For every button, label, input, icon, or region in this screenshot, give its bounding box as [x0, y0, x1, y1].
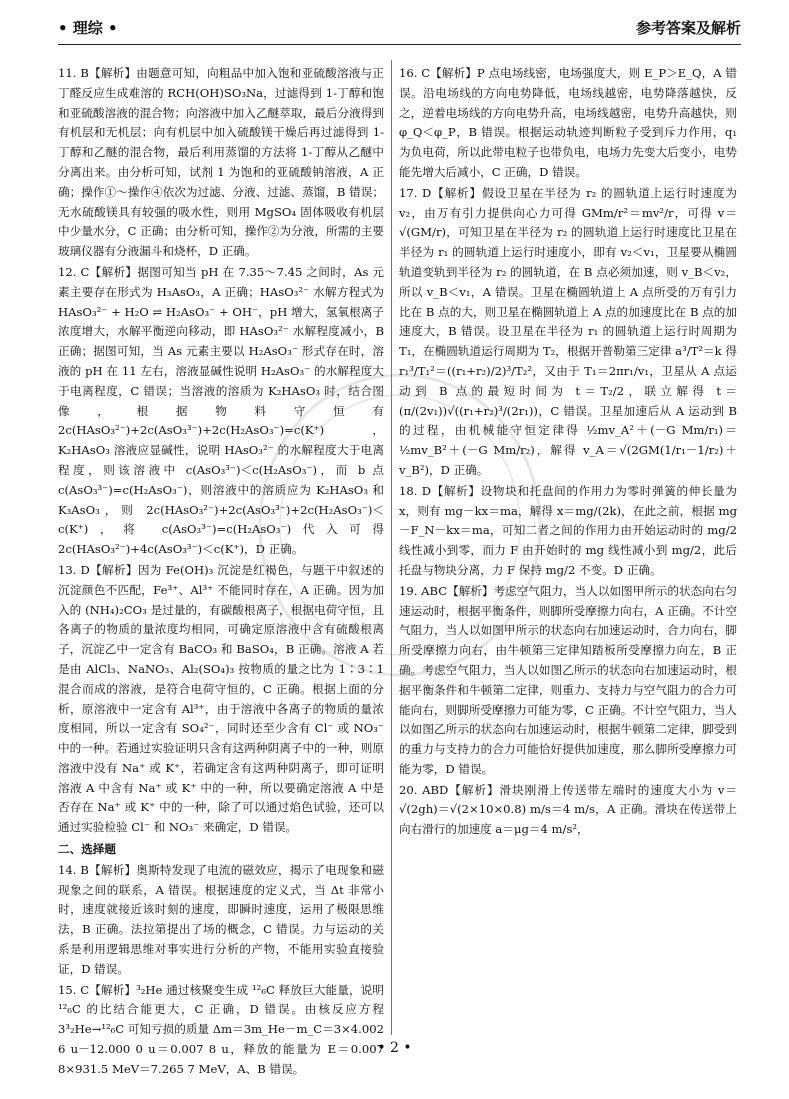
subject-label: • 理综 •: [58, 18, 118, 37]
answer-item: 18. D【解析】设物块和托盘间的作用力为零时弹簧的伸长量为 x，则有 mg－kx＝ma，解得 x＝mg/(2k)，在此之前，根据 mg－F_N－kx＝ma，可知二者之间的作用力由开始运动时的 mg/2 线性减小到零，而力 F 由开始时的 mg 线性减小到 mg/2，此后托盘与物块分离，力 F 保持 mg/2 不变。D 正确。: [399, 483, 737, 577]
answer-item: 15. C【解析】³₂He 通过核聚变生成 ¹²₆C 释放巨大能量，说明 ¹²₆C 的比结合能更大，C 正确，D 错误。由核反应方程 3³₂He→¹²₆C 可知亏损的质量 Δm＝3m_He－m_C＝3×4.002 6 u－12.000 0 u＝0.007 8 u，释放的能量为 E＝0.007 8×931.5 MeV＝7.265 7 MeV，A、B 错误。: [58, 982, 384, 1076]
answer-item: 17. D【解析】假设卫星在半径为 r₂ 的圆轨道上运行时速度为 v₂，由万有引力提供向心力可得 GMm/r²＝mv²/r，可得 v＝√(GM/r)，可知卫星在半径为 r₂ 的圆轨道上运行时速度比卫星在半径为 r₁ 的圆轨道上运行时速度小，即有 v₂＜v₁，卫星要从椭圆轨道变轨到半径为 r₂ 的圆轨道，在 B 点必须加速，则 v_B＜v₂，所以 v_B＜v₁，A 错误。卫星在椭圆轨道上 A 点所受的万有引力比在 B 点的大，则卫星在椭圆轨道上 A 点的加速度比在 B 点的加速度大，B 错误。设卫星在半径为 r₁ 的圆轨道上运行时周期为 T₁，在椭圆轨道运行周期为 T₂，根据开普勒第三定律 a³/T²＝k 得 r₁³/T₁²＝((r₁+r₂)/2)³/T₂²，又由于 T₁＝2πr₁/v₁，卫星从 A 点运动到 B 点的最短时间为 t＝T₂/2，联立解得 t＝(π/(2v₁))√((r₁+r₂)³/(2r₁))，C 错误。卫星加速后从 A 运动到 B 的过程，由机械能守恒定律得 ½mv_A²＋(－G Mm/r₁)＝½mv_B²＋(－G Mm/r₂)，解得 v_A＝√(2GM(1/r₁－1/r₂)＋v_B²)，D 正确。: [399, 185, 737, 477]
header-rule: [58, 44, 741, 45]
answer-item: 13. D【解析】因为 Fe(OH)₃ 沉淀是红褐色，与题干中叙述的沉淀颜色不匹配，Fe³⁺、Al³⁺ 不能同时存在，A 正确。因为加入的 (NH₄)₂CO₃ 是过量的，有碳酸根离子，根据电荷守恒，且各离子的物质的量浓度均相同，可确定原溶液中含有硫酸根离子，沉淀乙中一定含有 BaCO₃ 和 BaSO₄，B 正确。溶液 A 若是由 AlCl₃、NaNO₃、Al₂(SO₄)₃ 按物质的量之比为 1∶3∶1 混合而成的溶液，是符合电荷守恒的，C 正确。根据上面的分析，原溶液中一定含有 Al³⁺，由于溶液中各离子的物质的量浓度相同，所以一定含有 SO₄²⁻，同时还至少含有 Cl⁻ 或 NO₃⁻ 中的一种。若通过实验证明只含有这两种阴离子中的一种，则原溶液中没有 Na⁺ 或 K⁺，若确定含有这两种阴离子，即可证明溶液 A 中含有 Na⁺ 或 K⁺ 中的一种，所以要确定溶液 A 中是否存在 Na⁺ 或 K⁺ 中的一种，除了可以通过焰色试验，还可以通过实验检验 Cl⁻ 和 NO₃⁻ 来确定，D 错误。: [58, 562, 384, 835]
left-column: [58, 64, 384, 1081]
page-header: [58, 14, 741, 40]
header-title: 参考答案及解析: [635, 18, 741, 37]
section-heading: 二、选择题: [58, 842, 116, 857]
answer-item: 11. B【解析】由题意可知，向粗品中加入饱和亚硫酸溶液与正丁醛反应生成难溶的 RCH(OH)SO₃Na，过滤得到 1-丁醇和饱和亚硫酸溶液的混合物；向溶液中加入乙醚萃取，最后分液得到有机层和无机层；向有机层中加入硫酸镁干燥后再过滤得到 1-丁醇和乙醚的混合物，最后利用蒸馏的方法将 1-丁醇从乙醚中分离出来。由分析可知，试剂 1 为饱和的亚硫酸钠溶液，A 正确；操作①～操作④依次为过滤、分液、过滤、蒸馏，B 错误；无水硫酸镁具有较强的吸水性，则用 MgSO₄ 固体吸收有机层中少量水分，C 正确；由分析可知，操作②为分液，所需的主要玻璃仪器有分液漏斗和烧杯，D 正确。: [58, 66, 384, 259]
page-number: • 2 •: [377, 1040, 412, 1056]
answer-item: 20. ABD【解析】滑块刚滑上传送带左端时的速度大小为 v＝√(2gh)＝√(2×10×0.8) m/s＝4 m/s，A 正确。滑块在传送带上向右滑行的加速度 a＝μg＝4 m/s²，: [399, 782, 737, 837]
answer-item: 14. B【解析】奥斯特发现了电流的磁效应，揭示了电现象和磁现象之间的联系，A 错误。根据速度的定义式，当 Δt 非常小时，速度就接近该时刻的速度，即瞬时速度，运用了极限思维法，B 正确。法拉第提出了场的概念，C 错误。力与运动的关系是利用逻辑思维对事实进行分析的产物，不能用实验直接验证，D 错误。: [58, 862, 384, 976]
answer-item: 12. C【解析】据图可知当 pH 在 7.35～7.45 之间时，As 元素主要存在形式为 H₃AsO₃，A 正确；HAsO₃²⁻ 水解方程式为 HAsO₃²⁻ + H₂O ⇌ H₂AsO₃⁻ + OH⁻，pH 增大，氢氧根离子浓度增大，水解平衡逆向移动，即 HAsO₃²⁻ 水解程度减小，B 正确；据图可知，当 As 元素主要以 H₂AsO₃⁻ 形式存在时，溶液的 pH 在 11 左右，溶液显碱性说明 H₂AsO₃⁻ 的水解程度大于电离程度，C 错误；当溶液的溶质为 K₂HAsO₃ 时，结合图像，根据物料守恒有 2c(HAsO₃²⁻)+2c(AsO₃³⁻)+2c(H₂AsO₃⁻)=c(K⁺)，K₂HAsO₃ 溶液应显碱性，说明 HAsO₃²⁻ 的水解程度大于电离程度，则该溶液中 c(AsO₃³⁻)＜c(H₂AsO₃⁻)，而 b 点 c(AsO₃³⁻)=c(H₂AsO₃⁻)，则溶液中的溶质应为 K₂HAsO₃ 和 K₃AsO₃，则 2c(HAsO₃²⁻)+2c(AsO₃³⁻)+2c(H₂AsO₃⁻)＜c(K⁺)，将 c(AsO₃³⁻)=c(H₂AsO₃⁻)代入可得 2c(HAsO₃²⁻)+4c(AsO₃³⁻)＜c(K⁺)，D 正确。: [58, 264, 384, 557]
column-divider: [391, 60, 392, 1035]
right-column: [399, 64, 737, 841]
answer-item: 16. C【解析】P 点电场线密，电场强度大，则 E_P＞E_Q，A 错误。沿电场线的方向电势降低，电场线越密，电势降落越快，反之，逆着电场线的方向电势升高，电场线越密，电势升高越快，则 φ_Q＜φ_P，B 错误。根据运动轨迹判断粒子受到斥力作用，q₁ 为负电荷，所以此带电粒子也带负电，电场力先变大后变小，电势能先增大后减小，C 正确，D 错误。: [399, 66, 737, 179]
answer-item: 19. ABC【解析】考虑空气阻力，当人以如图甲所示的状态向右匀速运动时，根据平衡条件，则脚所受摩擦力向右，A 正确。不计空气阻力，当人以如图甲所示的状态向右加速运动时，合力向右，脚所受摩擦力向右，由牛顿第三定律知踏板所受摩擦力向左，B 正确。考虑空气阻力，当人以如图乙所示的状态向右加速运动时，根据平衡条件和牛顿第二定律，则重力、支持力与空气阻力的合力可能向右，则脚所受摩擦力可能为零，C 正确。不计空气阻力，当人以如图乙所示的状态向右加速运动时，根据牛顿第二定律，脚受到的重力与支持力的合力可能恰好提供加速度，那么脚所受摩擦力可能为零，D 错误。: [399, 583, 737, 776]
